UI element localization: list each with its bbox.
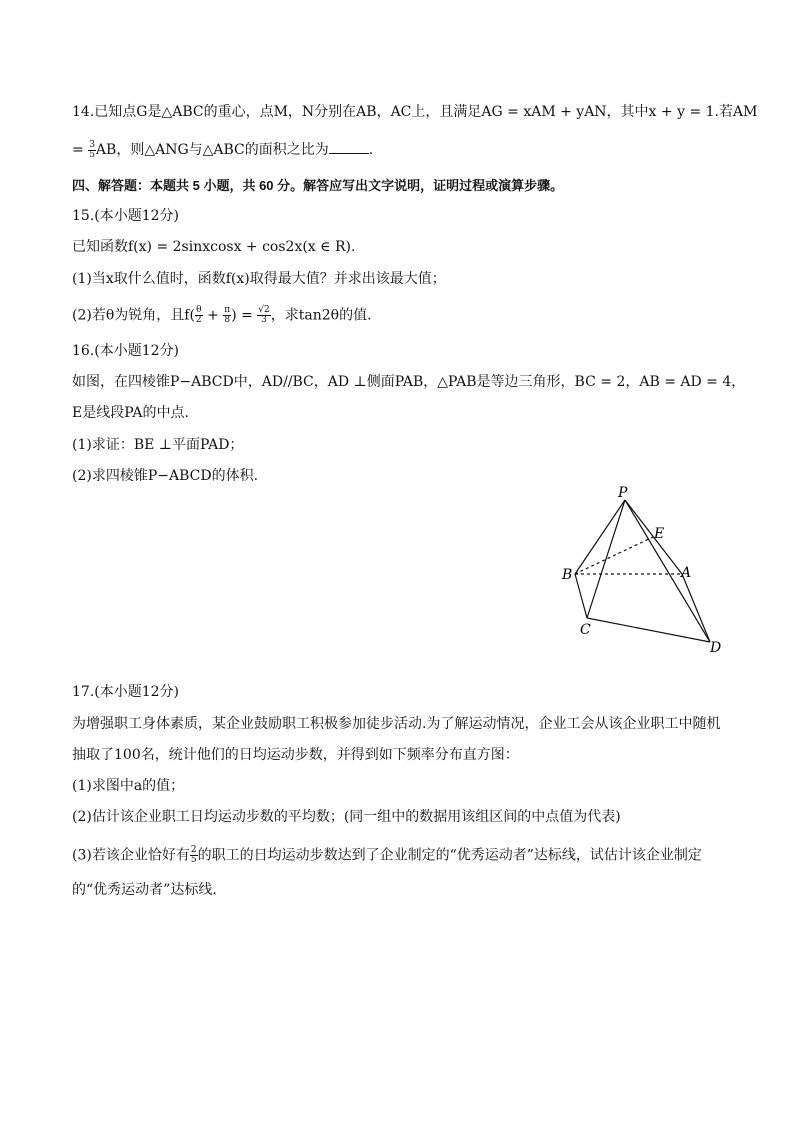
- q17-fraction: [190, 846, 198, 865]
- q17-title: 17.(本小题12分): [72, 684, 180, 700]
- q15-title: 15.(本小题12分): [72, 208, 180, 224]
- label-A: A: [681, 565, 692, 581]
- q14-answer-blank: [329, 139, 369, 154]
- q16-part2: (2)求四棱锥P−ABCD的体积.: [72, 468, 259, 484]
- q14-frac-den: 5: [89, 149, 95, 160]
- q17-part3-a: (3)若该企业恰好有: [72, 847, 190, 864]
- q15-part2-b: ) =: [231, 307, 258, 324]
- q17-stem-line2: 抽取了100名，统计他们的日均运动步数，并得到如下频率分布直方图：: [72, 747, 519, 763]
- q15-part2: [72, 306, 372, 325]
- q15-frac-theta: [195, 306, 203, 325]
- q16-part1: (1)求证：BE ⊥平面PAD；: [72, 437, 244, 453]
- q15-frac1-den: 2: [195, 315, 202, 325]
- q17-part2: (2)估计该企业职工日均运动步数的平均数；(同一组中的数据用该组区间的中点值为代表): [72, 809, 621, 825]
- q15-frac2-den: 8: [224, 315, 231, 325]
- q17-part3-line1: [72, 846, 702, 865]
- q17-frac-num: 2: [190, 845, 197, 855]
- label-P: P: [618, 485, 628, 501]
- q14-line2: [72, 139, 373, 160]
- edge-CD: [587, 618, 710, 642]
- q15-frac-pi: [223, 306, 231, 325]
- label-B: B: [562, 567, 573, 583]
- label-D: D: [710, 640, 722, 656]
- q15-frac3-den: 3: [261, 315, 267, 325]
- q17-part3-line2: 的“优秀运动者”达标线.: [72, 882, 217, 898]
- pyramid-figure: [550, 482, 730, 657]
- q17-part1: (1)求图中a的值；: [72, 778, 185, 794]
- q14-line1: 14.已知点G是△ABC的重心，点M，N分别在AB，AC上，且满足AG = xAM + yAN，其中x + y = 1.若AM: [72, 104, 758, 120]
- segment-BE-hidden: [575, 537, 653, 574]
- q16-stem-line1: 如图，在四棱锥P−ABCD中，AD//BC，AD ⊥侧面PAB，△PAB是等边三角形，BC = 2，AB = AD = 4，: [72, 374, 746, 390]
- q17-frac-den: 5: [190, 855, 197, 865]
- q14-line2-mid: AB，则△ANG与△ABC的面积之比为: [95, 142, 329, 158]
- edge-PB: [575, 500, 625, 574]
- q17-stem-line1: 为增强职工身体素质，某企业鼓励职工积极参加徒步活动.为了解运动情况，企业工会从该企业职工中随机: [72, 716, 721, 732]
- q15-stem: 已知函数f(x) = 2sinxcosx + cos2x(x ∈ R).: [72, 239, 356, 255]
- q14-line2-start: =: [72, 142, 89, 158]
- section-heading: 四、解答题：本题共 5 小题，共 60 分。解答应写出文字说明，证明过程或演算步骤。: [72, 178, 564, 193]
- q15-frac-root2: [257, 306, 270, 325]
- edge-PC: [587, 500, 625, 618]
- q15-frac1-num: θ: [196, 305, 202, 315]
- q15-part2-a: (2)若θ为锐角，且f(: [72, 307, 195, 324]
- q15-plus: +: [202, 307, 224, 324]
- q15-frac2-num: π: [224, 305, 231, 315]
- q15-part1: (1)当x取什么值时，函数f(x)取得最大值？并求出该最大值；: [72, 271, 446, 287]
- q14-fraction: [88, 141, 96, 160]
- q15-part2-c: ，求tan2θ的值.: [270, 307, 372, 324]
- q17-part3-b: 的职工的日均运动步数达到了企业制定的“优秀运动者”达标线，试估计该企业制定: [197, 847, 702, 864]
- q16-title: 16.(本小题12分): [72, 343, 180, 359]
- q16-stem-line2: E是线段PA的中点.: [72, 405, 189, 421]
- q15-frac3-num: √2: [258, 305, 270, 315]
- q14-frac-num: 3: [89, 139, 95, 150]
- q14-line2-end: .: [368, 142, 374, 158]
- label-E: E: [654, 526, 665, 542]
- edge-BC: [575, 574, 587, 618]
- label-C: C: [580, 622, 591, 638]
- edge-AD: [682, 574, 710, 642]
- edge-PD: [625, 500, 710, 642]
